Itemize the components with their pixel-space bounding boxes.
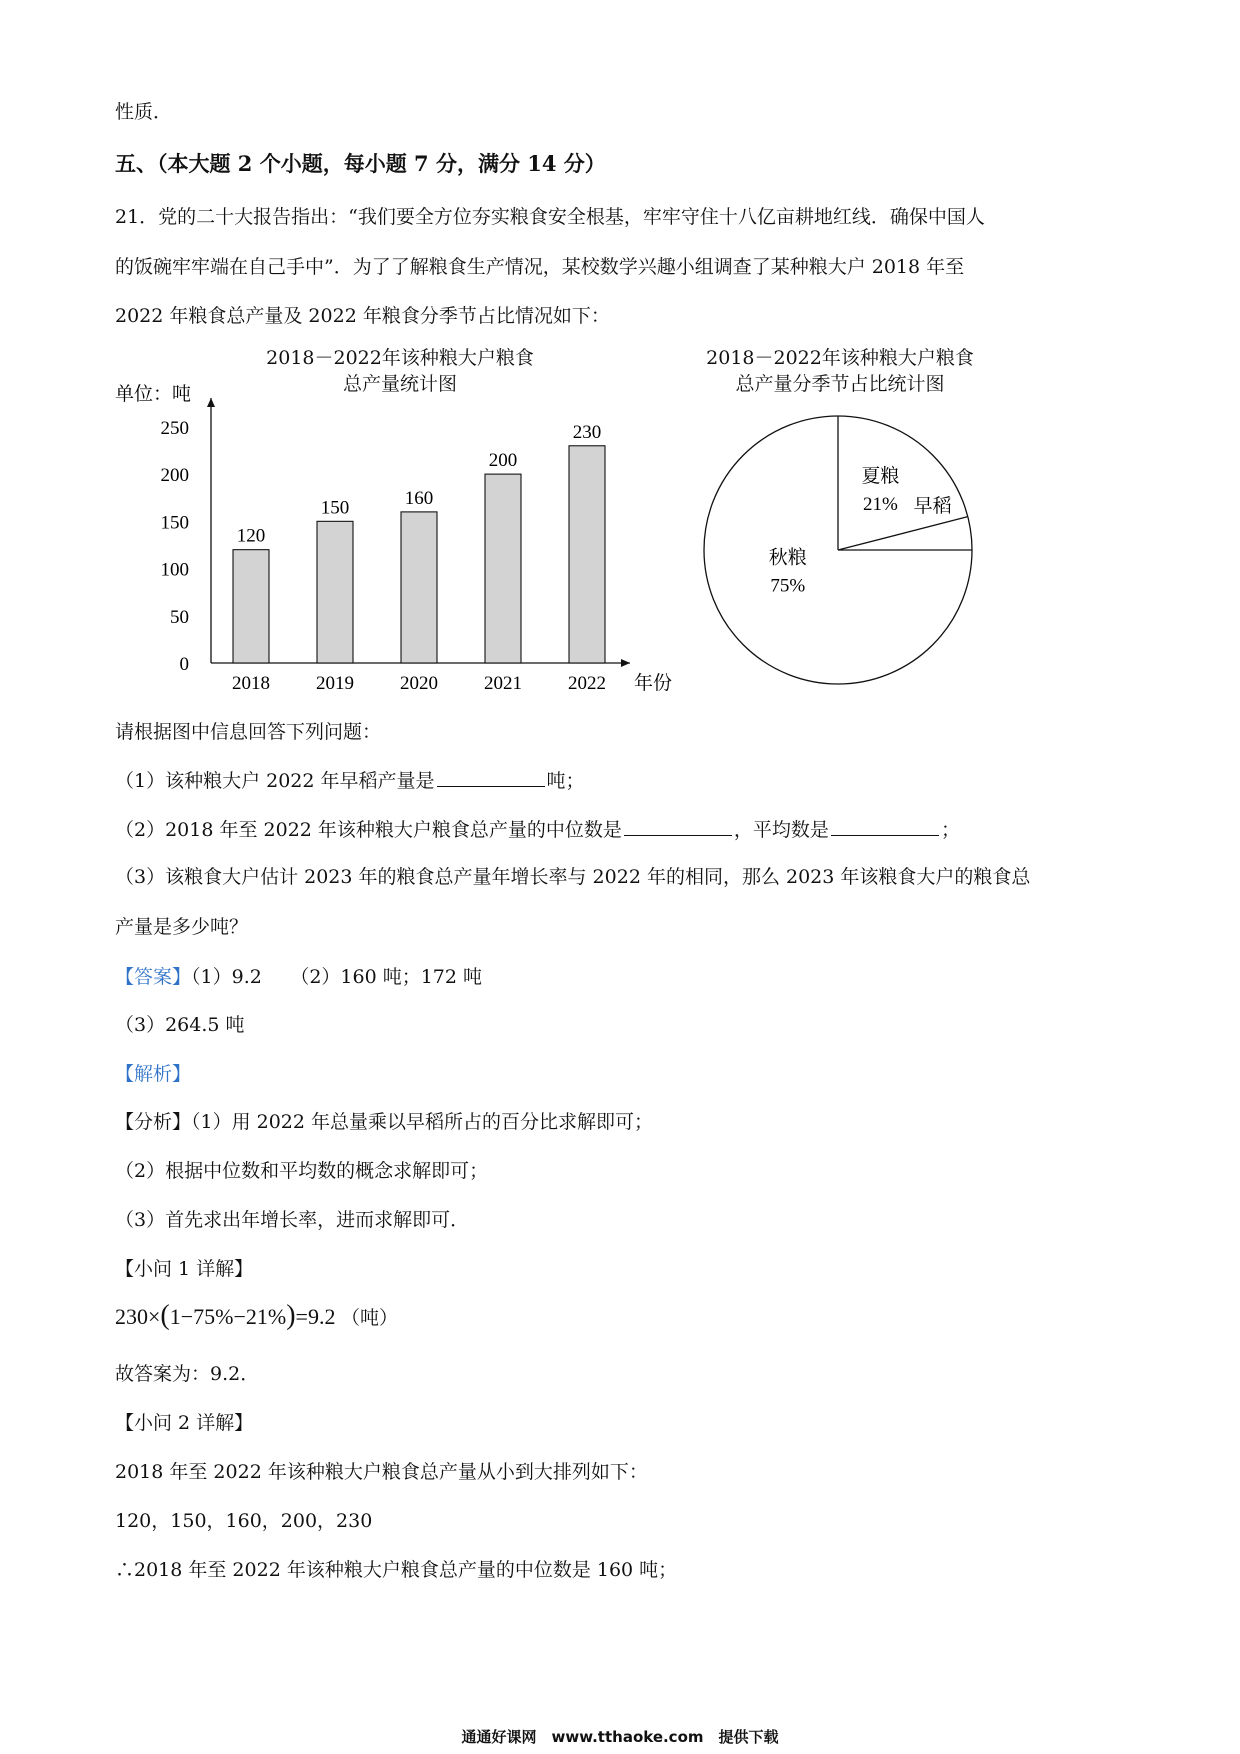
question-line-3: 2022 年粮食总产量及 2022 年粮食分季节占比情况如下： — [115, 305, 610, 327]
intro-fragment: 性质． — [115, 101, 173, 123]
analysis-line-3: （3）首先求出年增长率，进而求解即可． — [115, 1209, 470, 1231]
pie-chart-title-line-2: 总产量分季节占比统计图 — [735, 373, 945, 395]
question-line-2: 的饭碗牢牢端在自己手中”．为了了解粮食生产情况，某校数学兴趣小组调查了某种粮大户 2018 年至 — [115, 256, 965, 278]
pie-slice-percent: 21% — [862, 494, 898, 516]
detail-2-line-1: 2018 年至 2022 年该种粮大户粮食总产量从小到大排列如下： — [115, 1461, 648, 1483]
bar-chart — [100, 380, 680, 700]
x-tick-label: 2018 — [232, 673, 270, 694]
question-3-line-2: 产量是多少吨？ — [115, 916, 249, 938]
pie-chart-title-line-1: 2018－2022年该种粮大户粮食 — [706, 347, 974, 369]
pie-slice-label: 夏粮 — [861, 466, 900, 488]
bar-2020 — [401, 512, 437, 663]
detail-2-line-3: ∴2018 年至 2022 年该种粮大户粮食总产量的中位数是 160 吨； — [115, 1559, 678, 1581]
answer-blank-mean[interactable] — [831, 815, 939, 836]
y-tick-label: 200 — [160, 465, 189, 487]
x-tick-label: 2019 — [316, 673, 354, 694]
answer-line-1 — [115, 963, 482, 991]
question-2 — [115, 815, 960, 844]
question-line-1: 21．党的二十大报告指出：“我们要全方位夯实粮食安全根基，牢牢守住十八亿亩耕地红线．确保中国人 — [115, 206, 985, 228]
answer-line-2: （3）264.5 吨 — [115, 1014, 245, 1036]
detail-1-conclusion: 故答案为：9.2． — [115, 1363, 260, 1385]
pie-slice-label: 秋粮 — [768, 547, 807, 569]
formula-open-paren: ( — [160, 1300, 170, 1331]
question-1-text: （1）该种粮大户 2022 年早稻产量是 — [115, 770, 435, 792]
x-tick-label: 2020 — [400, 673, 438, 694]
formula-left: 230× — [115, 1304, 161, 1329]
answer-text-1: （1）9.2 （2）160 吨；172 吨 — [191, 966, 483, 988]
y-tick-label: 150 — [160, 512, 189, 534]
x-axis-label: 年份 — [634, 673, 673, 694]
detail-2-line-2: 120，150，160，200，230 — [115, 1510, 373, 1532]
section-heading: 五、（本大题 2 个小题，每小题 7 分，满分 14 分） — [115, 151, 606, 176]
question-2-end: ； — [940, 819, 960, 841]
answer-label: 【答案】 — [115, 966, 192, 988]
pie-slice-label: 早稻 — [913, 495, 952, 517]
y-axis-arrow — [207, 398, 215, 407]
question-2-middle: ，平均数是 — [733, 819, 829, 841]
bar-chart-title-line-1: 2018－2022年该种粮大户粮食 — [266, 347, 534, 369]
y-tick-label: 250 — [160, 417, 189, 439]
answer-blank-median[interactable] — [624, 815, 732, 836]
bar-value-label: 150 — [320, 497, 350, 519]
question-2-text: （2）2018 年至 2022 年该种粮大户粮食总产量的中位数是 — [115, 819, 622, 841]
question-1-unit: 吨； — [546, 770, 585, 792]
bar-2018 — [233, 550, 269, 663]
pie-chart-title — [660, 345, 1020, 397]
x-axis-arrow — [621, 659, 630, 667]
analysis-line-1: 【分析】（1）用 2022 年总量乘以早稻所占的百分比求解即可； — [115, 1111, 654, 1133]
bar-value-label: 230 — [572, 421, 602, 443]
bar-2021 — [485, 474, 521, 663]
prompt-line: 请根据图中信息回答下列问题： — [115, 721, 382, 743]
footer-credit: 通通好课网 www.tthaoke.com 提供下载 — [461, 1728, 779, 1746]
y-tick-label: 50 — [170, 606, 189, 628]
y-tick-label: 0 — [179, 654, 189, 675]
x-tick-label: 2022 — [568, 673, 606, 694]
formula-unit: （吨） — [340, 1308, 398, 1329]
formula-inner: 1−75%−21% — [169, 1304, 287, 1329]
pie-chart — [690, 400, 990, 700]
question-1 — [115, 766, 585, 795]
bar-chart-title-line-2: 总产量统计图 — [342, 373, 457, 395]
analysis-line-2: （2）根据中位数和平均数的概念求解即可； — [115, 1160, 489, 1182]
bar-value-label: 200 — [488, 450, 518, 472]
bar-2019 — [317, 521, 353, 663]
formula-close-paren: ) — [286, 1300, 296, 1331]
question-3-line-1: （3）该粮食大户估计 2023 年的粮食总产量年增长率与 2022 年的相同，那么 2023 年该粮食大户的粮食总 — [115, 866, 1031, 888]
bar-2022 — [569, 446, 605, 663]
analysis-label: 【解析】 — [115, 1063, 192, 1085]
detail-1-formula — [115, 1302, 398, 1333]
detail-1-heading: 【小问 1 详解】 — [115, 1258, 254, 1280]
bar-value-label: 160 — [404, 487, 434, 509]
y-axis-label: 单位：吨 — [115, 384, 192, 405]
detail-2-heading: 【小问 2 详解】 — [115, 1412, 254, 1434]
bar-value-label: 120 — [236, 525, 266, 547]
y-tick-label: 100 — [160, 559, 189, 581]
formula-right: =9.2 — [295, 1304, 336, 1329]
x-tick-label: 2021 — [484, 673, 522, 694]
answer-blank-1[interactable] — [437, 766, 545, 787]
pie-slice-percent: 75% — [770, 575, 806, 597]
